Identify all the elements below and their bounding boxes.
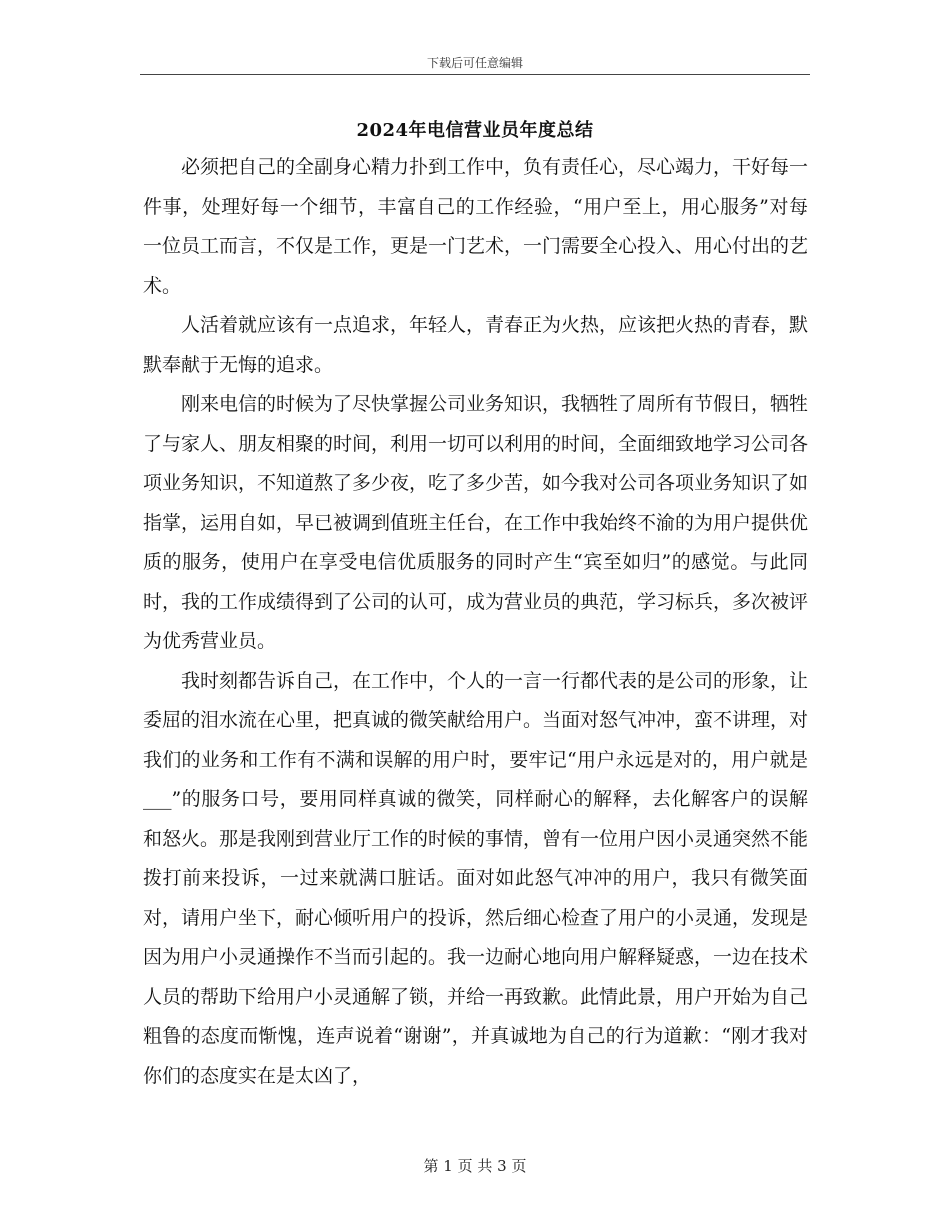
- header-divider: [140, 74, 810, 75]
- page-header: 下载后可任意编辑: [426, 56, 523, 70]
- paragraph: 刚来电信的时候为了尽快掌握公司业务知识，我牺牲了周所有节假日，牺牲了与家人、朋友相聚的时间，利用一切可以利用的时间，全面细致地学习公司各项业务知识，不知道熬了多少夜，吃了多少苦，如今我对公司各项业务知识了如指掌，运用自如，早已被调到值班主任台，在工作中我始终不渝的为用户提供优质的服务，使用户在享受电信优质服务的同时产生“宾至如归”的感觉。与此同时，我的工作成绩得到了公司的认可，成为营业员的典范，学习标兵，多次被评为优秀营业员。: [143, 393, 809, 652]
- document-body: [143, 148, 808, 1096]
- page-footer: 第 1 页 共 3 页: [423, 1157, 527, 1175]
- paragraph: 人活着就应该有一点追求，年轻人，青春正为火热，应该把火热的青春，默默奉献于无悔的追求。: [143, 314, 809, 376]
- paragraph: 我时刻都告诉自己，在工作中，个人的一言一行都代表的是公司的形象，让委屈的泪水流在心里，把真诚的微笑献给用户。当面对怒气冲冲，蛮不讲理，对我们的业务和工作有不满和误解的用户时，要牢记“用户永远是对的，用户就是___”的服务口号，要用同样真诚的微笑，同样耐心的解释，去化解客户的误解和怒火。那是我刚到营业厅工作的时候的事情，曾有一位用户因小灵通突然不能拨打前来投诉，一过来就满口脏话。面对如此怒气冲冲的用户，我只有微笑面对，请用户坐下，耐心倾听用户的投诉，然后细心检查了用户的小灵通，发现是因为用户小灵通操作不当而引起的。我一边耐心地向用户解释疑惑，一边在技术人员的帮助下给用户小灵通解了锁，并给一再致歉。此情此景，用户开始为自己粗鲁的态度而惭愧，连声说着“谢谢”，并真诚地为自己的行为道歉：“刚才我对你们的态度实在是太凶了，: [143, 669, 809, 1087]
- document-title: 2024年电信营业员年度总结: [356, 120, 594, 141]
- paragraph: 必须把自己的全副身心精力扑到工作中，负有责任心，尽心竭力，干好每一件事，处理好每一个细节，丰富自己的工作经验，“用户至上，用心服务”对每一位员工而言，不仅是工作，更是一门艺术，一门需要全心投入、用心付出的艺术。: [143, 156, 809, 297]
